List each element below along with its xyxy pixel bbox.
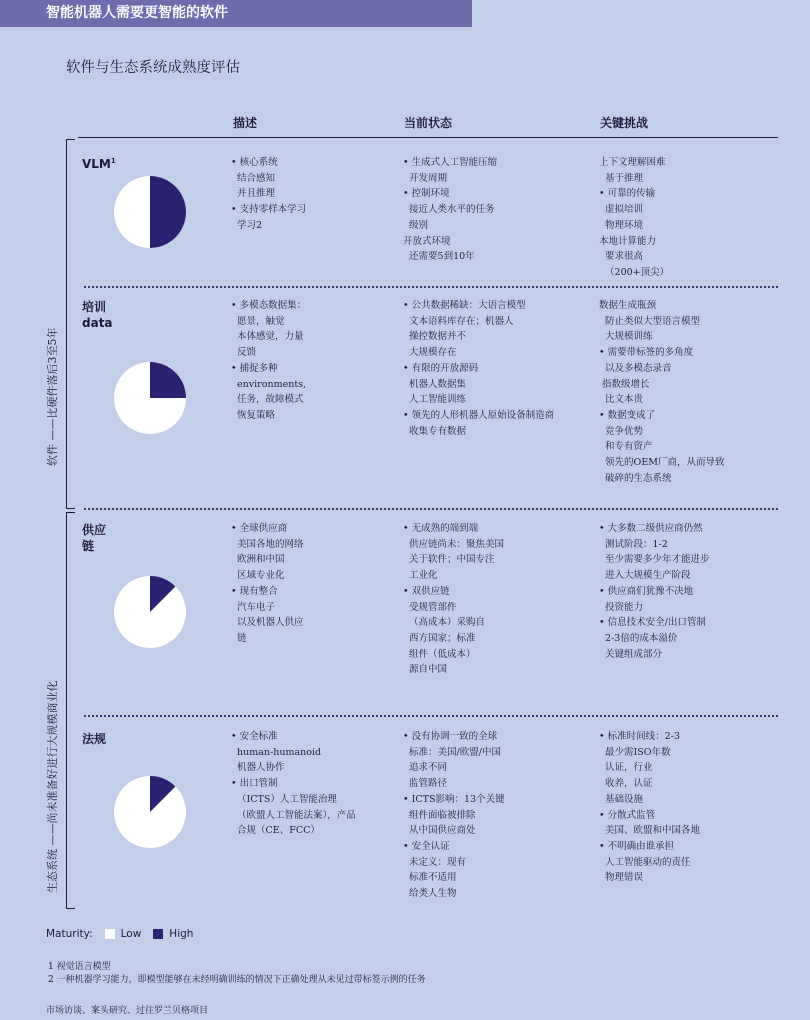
cell-line: • 出口管制 <box>231 778 278 790</box>
cell-line: • 捕捉多种 <box>231 362 278 374</box>
cell-line: • 供应商们犹豫不决地 <box>599 585 694 597</box>
cell-line: 愿景，触觉 <box>231 315 285 327</box>
cell-line: • 控制环境 <box>403 188 450 200</box>
describe-cell-training-data <box>231 298 306 424</box>
legend-title: Maturity: <box>46 928 93 940</box>
row-title-line: 供应 <box>82 523 107 537</box>
ecosystem-bracket <box>66 512 67 909</box>
cell-line: 反馈 <box>231 347 257 359</box>
cell-line: 机器人协作 <box>231 762 285 774</box>
cell-line: 任务，故障模式 <box>231 394 304 406</box>
cell-line: 本地计算能力 <box>599 235 657 247</box>
cell-line: 开发周期 <box>403 172 448 184</box>
row-title-line: VLM <box>82 157 111 171</box>
row-title-line: 法规 <box>82 732 107 746</box>
cell-line: • 全球供应商 <box>231 523 288 534</box>
cell-line: 要求很高 <box>599 251 644 263</box>
cell-line: • 领先的人形机器人原始设备制造商 <box>403 409 555 421</box>
cell-line: 监管路径 <box>403 778 448 790</box>
legend-low-swatch <box>105 929 115 939</box>
cell-line: • 核心系统 <box>231 157 278 168</box>
maturity-pie-vlm <box>113 175 187 249</box>
cell-line: • 需要带标签的多角度 <box>599 347 694 359</box>
cell-line: 最少需ISO年数 <box>599 746 671 758</box>
maturity-pie-supply-chain <box>113 575 187 649</box>
legend-high-swatch <box>153 929 163 939</box>
cell-line: 物理环境 <box>599 219 644 231</box>
status-cell-training-data <box>403 298 554 439</box>
cell-line: • 数据变成了 <box>599 409 656 421</box>
cell-line: 链 <box>231 632 247 644</box>
cell-line: • 标准时间线：2-3 <box>599 731 680 742</box>
cell-line: 指数级增长 <box>599 378 650 390</box>
describe-cell-supply-chain <box>231 521 304 647</box>
challenges-cell-vlm <box>599 155 669 281</box>
row-title-training-data <box>82 299 113 331</box>
column-header-status: 当前状态 <box>404 116 453 130</box>
cell-line: 文本语料库存在；机器人 <box>403 315 514 327</box>
describe-cell-regulation <box>231 729 356 839</box>
cell-line: 美国各地的网络 <box>231 538 304 550</box>
cell-line: 机器人数据集 <box>403 378 467 390</box>
challenges-cell-training-data <box>599 298 725 486</box>
cell-line: 竞争优势 <box>599 425 644 437</box>
footnote-ref: 1 <box>110 157 116 165</box>
cell-line: 开放式环境 <box>403 235 451 247</box>
maturity-legend <box>46 928 193 940</box>
cell-line: 给类人生物 <box>403 888 457 900</box>
cell-line: 结合感知 <box>231 172 276 184</box>
cell-line: 上下文理解困难 <box>599 157 666 168</box>
cell-line: 领先的OEM厂商，从而导致 <box>599 457 725 469</box>
cell-line: 人工智能训练 <box>403 394 467 406</box>
row-divider <box>84 508 778 510</box>
pie-high-slice <box>150 362 186 398</box>
cell-line: 组件面临被排除 <box>403 809 476 821</box>
cell-line: 比文本贵 <box>599 394 644 406</box>
cell-line: • 大多数二级供应商仍然 <box>599 523 703 534</box>
footnote-2: 2 一种机器学习能力，即模型能够在未经明确训练的情况下正确处理从未见过带标签示例的任务 <box>48 975 426 985</box>
status-cell-supply-chain <box>403 521 504 678</box>
cell-line: 数据生成瓶颈 <box>599 300 657 311</box>
cell-line: 级别 <box>403 219 429 231</box>
cell-line: • 信息技术安全/出口管制 <box>599 617 706 629</box>
cell-line: 至少需要多少年才能进步 <box>599 554 710 566</box>
status-cell-regulation <box>403 729 505 902</box>
column-header-describe: 描述 <box>233 116 258 130</box>
cell-line: 大规模存在 <box>403 347 457 359</box>
legend-high-label: High <box>169 928 194 940</box>
cell-line: 基于推理 <box>599 172 644 184</box>
cell-line: 大规模训练 <box>599 331 653 343</box>
cell-line: （200+顶尖） <box>599 266 670 278</box>
cell-line: 汽车电子 <box>231 601 276 613</box>
cell-line: 投资能力 <box>599 601 644 613</box>
cell-line: • 分散式监管 <box>599 809 656 821</box>
cell-line: • 无成熟的端到端 <box>403 523 479 534</box>
cell-line: 收养，认证 <box>599 778 653 790</box>
cell-line: • ICTS影响：13个关键 <box>403 793 505 805</box>
cell-line: 基础设施 <box>599 793 644 805</box>
cell-line: 西方国家；标准 <box>403 632 476 644</box>
cell-line: 测试阶段：1-2 <box>599 538 668 550</box>
footnote-1: 1 视觉语言模型 <box>48 962 111 972</box>
cell-line: 物理错误 <box>599 872 644 884</box>
challenges-cell-supply-chain <box>599 521 710 662</box>
cell-line: 收集专有数据 <box>403 425 467 437</box>
maturity-pie-regulation <box>113 775 187 849</box>
row-title-vlm <box>82 153 116 172</box>
cell-line: • 多模态数据集： <box>231 300 307 311</box>
row-title-line: 链 <box>82 539 95 553</box>
cell-line: 本体感觉，力量 <box>231 331 304 343</box>
exhibit-title: 软件与生态系统成熟度评估 <box>66 60 240 76</box>
cell-line: 并且推理 <box>231 188 276 200</box>
cell-line: 2-3倍的成本溢价 <box>599 632 678 644</box>
cell-line: 区域专业化 <box>231 570 285 582</box>
software-group-label: 软件 ——比硬件落后3至5年 <box>46 327 59 466</box>
cell-line: 美国、欧盟和中国各地 <box>599 825 701 837</box>
row-title-supply-chain <box>82 522 106 554</box>
cell-line: 源自中国 <box>403 664 448 676</box>
cell-line: 关键组成部分 <box>599 648 663 660</box>
cell-line: 虚拟培训 <box>599 204 644 216</box>
cell-line: 还需要5到10年 <box>403 251 475 263</box>
cell-line: • 不明确由谁承担 <box>599 840 675 852</box>
cell-line: 组件（低成本） <box>403 648 476 660</box>
cell-line: • 可靠的传输 <box>599 188 656 200</box>
cell-line: 人工智能驱动的责任 <box>599 856 691 868</box>
challenges-cell-regulation <box>599 729 700 886</box>
cell-line: human-humanoid <box>231 746 322 758</box>
cell-line: • 支持零样本学习 <box>231 204 307 216</box>
cell-line: （欧盟人工智能法案），产品 <box>231 809 356 821</box>
cell-line: • 有限的开放源码 <box>403 362 479 374</box>
cell-line: • 公共数据稀缺：大语言模型 <box>403 300 526 311</box>
cell-line: 防止类似大型语言模型 <box>599 315 701 327</box>
cell-line: 学习2 <box>231 219 263 231</box>
row-title-line: data <box>82 316 113 330</box>
cell-line: 追求不同 <box>403 762 448 774</box>
source-note: 市场访谈、案头研究、过往罗兰贝格项目 <box>46 1006 209 1016</box>
header-rule <box>78 137 778 138</box>
cell-line: 受规管部件 <box>403 601 457 613</box>
cell-line: • 没有协调一致的全球 <box>403 731 498 742</box>
cell-line: 进入大规模生产阶段 <box>599 570 691 582</box>
cell-line: 接近人类水平的任务 <box>403 204 495 216</box>
software-bracket <box>66 139 67 509</box>
cell-line: 标准不适用 <box>403 872 457 884</box>
row-title-regulation <box>82 731 106 747</box>
cell-line: 恢复策略 <box>231 409 276 421</box>
cell-line: 从中国供应商处 <box>403 825 476 837</box>
cell-line: • 现有整合 <box>231 585 278 597</box>
row-divider <box>84 286 778 288</box>
legend-low-label: Low <box>120 928 142 940</box>
cell-line: 合规（CE、FCC） <box>231 825 320 837</box>
cell-line: 供应链尚未：聚焦美国 <box>403 538 505 550</box>
cell-line: • 生成式人工智能压缩 <box>403 157 498 168</box>
row-divider <box>84 715 778 717</box>
describe-cell-vlm <box>231 155 306 234</box>
maturity-pie-training-data <box>113 361 187 435</box>
cell-line: 操控数据并不 <box>403 331 467 343</box>
cell-line: 工业化 <box>403 570 438 582</box>
cell-line: 破碎的生态系统 <box>599 472 672 484</box>
cell-line: 标准：美国/欧盟/中国 <box>403 746 501 758</box>
cell-line: 欧洲和中国 <box>231 554 285 566</box>
cell-line: 关于软件；中国专注 <box>403 554 495 566</box>
cell-line: （高成本）采购自 <box>403 617 486 629</box>
cell-line: 和专有资产 <box>599 441 653 453</box>
cell-line: • 双供应链 <box>403 585 450 597</box>
status-cell-vlm <box>403 155 497 265</box>
ecosystem-group-label: 生态系统 ——尚未准备好进行大规模商业化 <box>46 680 59 893</box>
cell-line: 以及多模态录音 <box>599 362 672 374</box>
row-title-line: 培训 <box>82 300 107 314</box>
cell-line: • 安全标准 <box>231 731 278 742</box>
pie-high-slice <box>150 176 186 248</box>
cell-line: 认证，行业 <box>599 762 653 774</box>
cell-line: 以及机器人供应 <box>231 617 304 629</box>
cell-line: （ICTS）人工智能治理 <box>231 793 337 805</box>
page-banner: 智能机器人需要更智能的软件 <box>0 0 472 27</box>
cell-line: environments, <box>231 378 307 390</box>
column-header-challenges: 关键挑战 <box>600 116 649 130</box>
cell-line: 未定义：现有 <box>403 856 467 868</box>
cell-line: • 安全认证 <box>403 840 450 852</box>
